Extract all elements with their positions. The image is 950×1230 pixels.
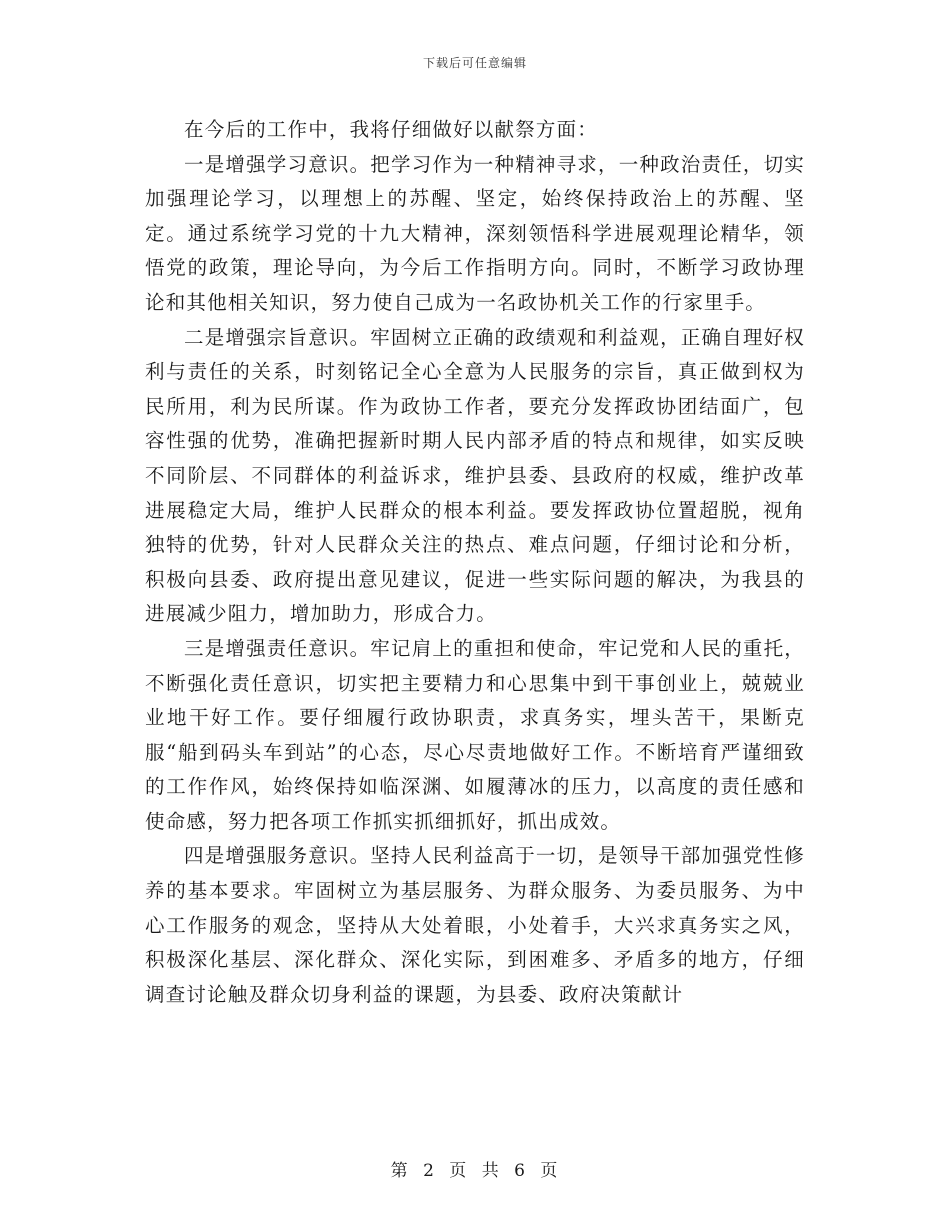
header-note: 下载后可任意编辑	[422, 56, 527, 70]
paragraph-study-awareness: 一是增强学习意识。把学习作为一种精神寻求，一种政治责任，切实加强理论学习，以理想上的苏醒、坚定，始终保持政治上的苏醒、坚定。通过系统学习党的十九大精神，深刻领悟科学进展观理论精华，领悟党的政策，理论导向，为今后工作指明方向。同时，不断学习政协理论和其他相关知识，努力使自己成为一名政协机关工作的行家里手。	[145, 152, 806, 314]
footer-current-page: 2	[423, 1161, 436, 1181]
footer-total-pages: 6	[514, 1161, 527, 1181]
body-text	[145, 113, 805, 1012]
footer-label-unit-2: 页	[540, 1161, 560, 1181]
footer-label-unit: 页	[449, 1161, 469, 1181]
page-footer	[0, 1156, 950, 1181]
footer-label-page: 第	[390, 1161, 410, 1181]
paragraph-service-awareness: 四是增强服务意识。坚持人民利益高于一切，是领导干部加强党性修养的基本要求。牢固树立为基层服务、为群众服务、为委员服务、为中心工作服务的观念，坚持从大处着眼，小处着手，大兴求真务实之风，积极深化基层、深化群众、深化实际，到困难多、矛盾多的地方，仔细调查讨论触及群众切身利益的课题，为县委、政府决策献计	[145, 844, 806, 1006]
paragraph-intro: 在今后的工作中，我将仔细做好以献祭方面：	[184, 118, 599, 141]
footer-label-total: 共	[481, 1161, 501, 1181]
paragraph-purpose-awareness: 二是增强宗旨意识。牢固树立正确的政绩观和利益观，正确自理好权利与责任的关系，时刻铭记全心全意为人民服务的宗旨，真正做到权为民所用，利为民所谋。作为政协工作者，要充分发挥政协团结面广，包容性强的优势，准确把握新时期人民内部矛盾的特点和规律，如实反映不同阶层、不同群体的利益诉求，维护县委、县政府的权威，维护改革进展稳定大局，维护人民群众的根本利益。要发挥政协位置超脱，视角独特的优势，针对人民群众关注的热点、难点问题，仔细讨论和分析，积极向县委、政府提出意见建议，促进一些实际问题的解决，为我县的进展减少阻力，增加助力，形成合力。	[145, 325, 806, 626]
paragraph-responsibility-awareness: 三是增强责任意识。牢记肩上的重担和使命，牢记党和人民的重托，不断强化责任意识，切实把主要精力和心思集中到干事创业上，兢兢业业地干好工作。要仔细履行政协职责，求真务实，埋头苦干，果断克服“船到码头车到站”的心态，尽心尽责地做好工作。不断培育严谨细致的工作作风，始终保持如临深渊、如履薄冰的压力，以高度的责任感和使命感，努力把各项工作抓实抓细抓好，抓出成效。	[145, 636, 806, 833]
